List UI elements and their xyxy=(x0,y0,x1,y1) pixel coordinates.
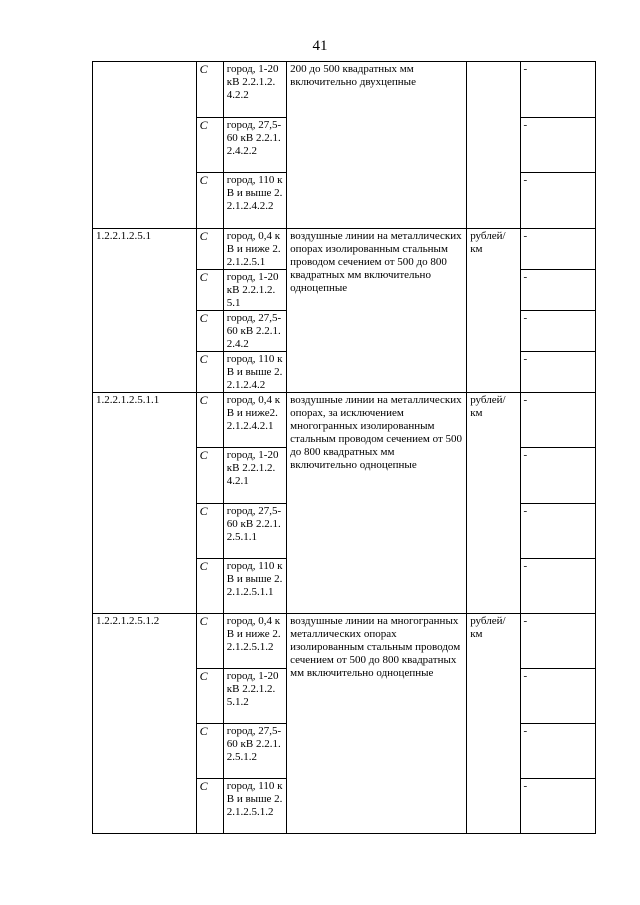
category-cell: город, 0,4 кВ и ниже 2.2.1.2.5.1.2 xyxy=(223,614,286,669)
value-cell: - xyxy=(520,669,595,724)
value-cell: - xyxy=(520,448,595,504)
unit-cell: рублей/км xyxy=(467,614,520,834)
category-cell: город, 0,4 кВ и ниже2.2.1.2.4.2.1 xyxy=(223,393,286,448)
symbol-cell: С xyxy=(196,229,223,270)
symbol-cell: С xyxy=(196,779,223,834)
description-cell: 200 до 500 квадратных мм включительно двухцепные xyxy=(287,62,467,229)
tariff-table xyxy=(92,61,596,834)
unit-cell: рублей/км xyxy=(467,393,520,614)
category-cell: город, 27,5-60 кВ 2.2.1.2.4.2.2 xyxy=(223,118,286,173)
value-cell: - xyxy=(520,229,595,270)
symbol-cell: С xyxy=(196,614,223,669)
value-cell: - xyxy=(520,559,595,614)
category-cell: город, 1-20 кВ 2.2.1.2.4.2.2 xyxy=(223,62,286,118)
value-cell: - xyxy=(520,724,595,779)
category-cell: город, 110 кВ и выше 2.2.1.2.4.2.2 xyxy=(223,173,286,229)
table-row xyxy=(93,393,596,448)
category-cell: город, 0,4 кВ и ниже 2.2.1.2.5.1 xyxy=(223,229,286,270)
value-cell: - xyxy=(520,270,595,311)
symbol-cell: С xyxy=(196,724,223,779)
category-cell: город, 1-20 кВ 2.2.1.2.4.2.1 xyxy=(223,448,286,504)
value-cell: - xyxy=(520,393,595,448)
page-number: 41 xyxy=(312,38,328,54)
category-cell: город, 1-20 кВ 2.2.1.2.5.1.2 xyxy=(223,669,286,724)
category-cell: город, 110 кВ и выше 2.2.1.2.5.1.2 xyxy=(223,779,286,834)
value-cell: - xyxy=(520,311,595,352)
value-cell: - xyxy=(520,779,595,834)
symbol-cell: С xyxy=(196,448,223,504)
category-cell: город, 110 кВ и выше 2.2.1.2.4.2 xyxy=(223,352,286,393)
value-cell: - xyxy=(520,118,595,173)
symbol-cell: С xyxy=(196,311,223,352)
category-cell: город, 27,5-60 кВ 2.2.1.2.5.1.1 xyxy=(223,504,286,559)
value-cell: - xyxy=(520,352,595,393)
category-cell: город, 110 кВ и выше 2.2.1.2.5.1.1 xyxy=(223,559,286,614)
symbol-cell: С xyxy=(196,352,223,393)
category-cell: город, 27,5-60 кВ 2.2.1.2.4.2 xyxy=(223,311,286,352)
value-cell: - xyxy=(520,173,595,229)
value-cell: - xyxy=(520,614,595,669)
symbol-cell: С xyxy=(196,504,223,559)
value-cell: - xyxy=(520,62,595,118)
unit-cell: рублей/км xyxy=(467,229,520,393)
symbol-cell: С xyxy=(196,173,223,229)
code-cell: 1.2.2.1.2.5.1.2 xyxy=(93,614,197,834)
table-row xyxy=(93,62,596,118)
category-cell: город, 1-20 кВ 2.2.1.2.5.1 xyxy=(223,270,286,311)
symbol-cell: С xyxy=(196,118,223,173)
symbol-cell: С xyxy=(196,62,223,118)
symbol-cell: С xyxy=(196,559,223,614)
code-cell: 1.2.2.1.2.5.1 xyxy=(93,229,197,393)
unit-cell xyxy=(467,62,520,229)
description-cell: воздушные линии на металлических опорах, за исключением многогранных изолированным стальным проводом сечением от 500 до 800 квадратных мм включительно одноцепные xyxy=(287,393,467,614)
code-cell xyxy=(93,62,197,229)
code-cell: 1.2.2.1.2.5.1.1 xyxy=(93,393,197,614)
symbol-cell: С xyxy=(196,669,223,724)
symbol-cell: С xyxy=(196,270,223,311)
category-cell: город, 27,5-60 кВ 2.2.1.2.5.1.2 xyxy=(223,724,286,779)
description-cell: воздушные линии на металлических опорах изолированным стальным проводом сечением от 500 до 800 квадратных мм включительно одноцепные xyxy=(287,229,467,393)
table-row xyxy=(93,229,596,270)
table-row xyxy=(93,614,596,669)
value-cell: - xyxy=(520,504,595,559)
symbol-cell: С xyxy=(196,393,223,448)
description-cell: воздушные линии на многогранных металлических опорах изолированным стальным проводом сечением от 500 до 800 квадратных мм включительно одноцепные xyxy=(287,614,467,834)
